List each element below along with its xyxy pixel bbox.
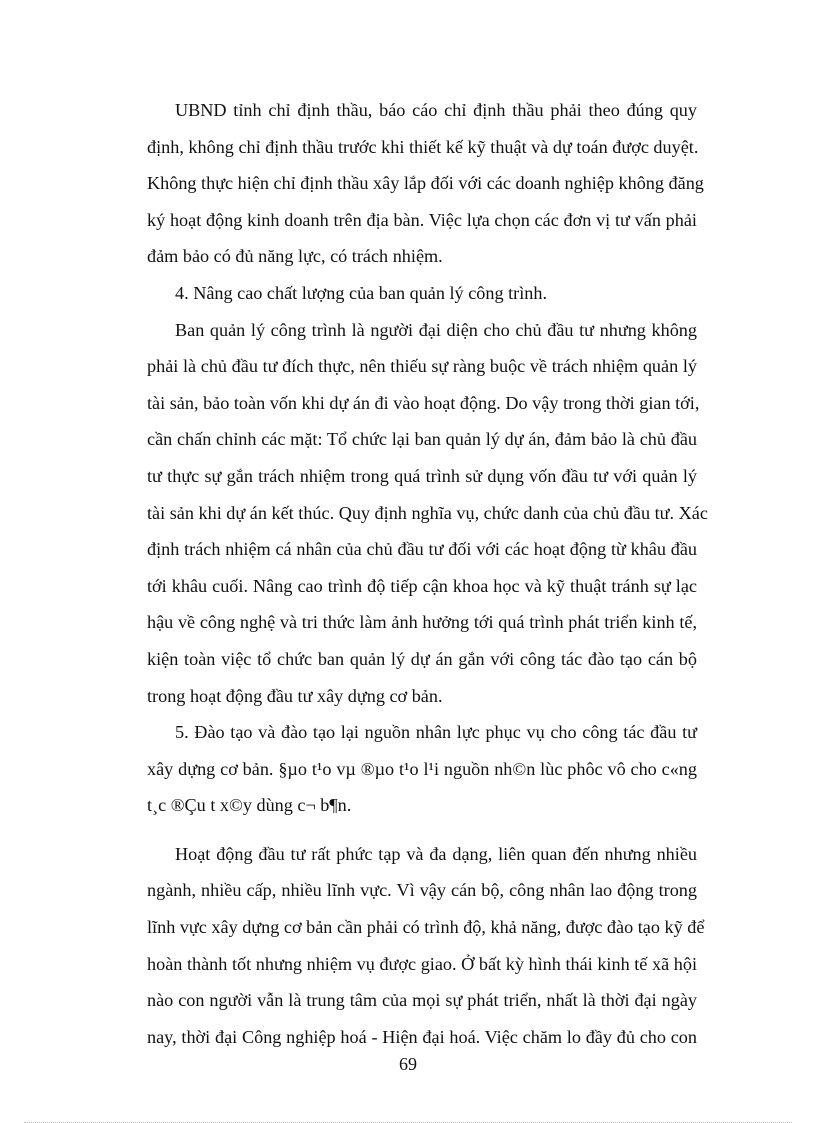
text-line: hậu về công nghệ và tri thức làm ảnh hưởng tới quá trình phát triển kinh tế, xyxy=(147,612,697,633)
text-line: kiện toàn việc tổ chức ban quản lý dự án gắn với công tác đào tạo cán bộ xyxy=(147,648,697,669)
section-heading-5: 5. Đào tạo và đào tạo lại nguồn nhân lực phục vụ cho công tác đầu tư xyxy=(175,722,697,743)
text-line: hoàn thành tốt nhưng nhiệm vụ được giao. Ở bất kỳ hình thái kinh tế xã hội xyxy=(147,953,697,974)
section-heading-5-line: t¸c ®Çu t x©y dùng c¬ b¶n. xyxy=(147,795,352,816)
body-text xyxy=(147,92,708,1055)
text-line: tài sản khi dự án kết thúc. Quy định nghĩa vụ, chức danh của chủ đầu tư. Xác xyxy=(147,502,708,523)
text-line: nào con người vẫn là trung tâm của mọi sự phát triển, nhất là thời đại ngày xyxy=(147,990,697,1011)
text-line: ngành, nhiều cấp, nhiều lĩnh vực. Vì vậy cán bộ, công nhân lao động trong xyxy=(147,880,697,901)
text-line: tài sản, bảo toàn vốn khi dự án đi vào hoạt động. Do vậy trong thời gian tới, xyxy=(147,392,700,413)
text-line: lĩnh vực xây dựng cơ bản cần phải có trình độ, khả năng, được đào tạo kỹ để xyxy=(147,917,705,938)
text-line: tới khâu cuối. Nâng cao trình độ tiếp cận khoa học và kỹ thuật tránh sự lạc xyxy=(147,575,697,596)
text-line: tư thực sự gắn trách nhiệm trong quá trình sử dụng vốn đầu tư với quản lý xyxy=(147,465,697,486)
text-line: định, không chỉ định thầu trước khi thiết kế kỹ thuật và dự toán được duyệt. xyxy=(147,136,699,157)
text-line: phải là chủ đầu tư đích thực, nên thiếu sự ràng buộc về trách nhiệm quản lý xyxy=(147,356,697,377)
section-heading-4: 4. Nâng cao chất lượng của ban quản lý công trình. xyxy=(175,282,548,303)
section-heading-5-line: xây dựng cơ bản. §µo t¹o vµ ®µo t¹o l¹i nguồn nh©n lùc phôc vô cho c«ng xyxy=(147,758,697,779)
text-line: ký hoạt động kinh doanh trên địa bàn. Việc lựa chọn các đơn vị tư vấn phải xyxy=(147,209,697,230)
text-line: Ban quản lý công trình là người đại diện cho chủ đầu tư nhưng không xyxy=(175,319,697,340)
text-line: nay, thời đại Công nghiệp hoá - Hiện đại hoá. Việc chăm lo đầy đủ cho con xyxy=(147,1026,697,1047)
text-line: định trách nhiệm cá nhân của chủ đầu tư đối với các hoạt động từ khâu đầu xyxy=(147,539,697,560)
text-line: đảm bảo có đủ năng lực, có trách nhiệm. xyxy=(147,246,443,267)
text-line: cần chấn chỉnh các mặt: Tổ chức lại ban quản lý dự án, đảm bảo là chủ đầu xyxy=(147,429,697,450)
text-line: trong hoạt động đầu tư xây dựng cơ bản. xyxy=(147,685,443,706)
page-number: 69 xyxy=(399,1054,417,1074)
text-line: Hoạt động đầu tư rất phức tạp và đa dạng, liên quan đến nhưng nhiều xyxy=(175,843,697,864)
paragraph-gap xyxy=(147,824,697,836)
text-line: UBND tỉnh chỉ định thầu, báo cáo chỉ định thầu phải theo đúng quy xyxy=(175,100,697,120)
text-line: Không thực hiện chỉ định thầu xây lắp đối với các doanh nghiệp không đăng xyxy=(147,173,704,194)
